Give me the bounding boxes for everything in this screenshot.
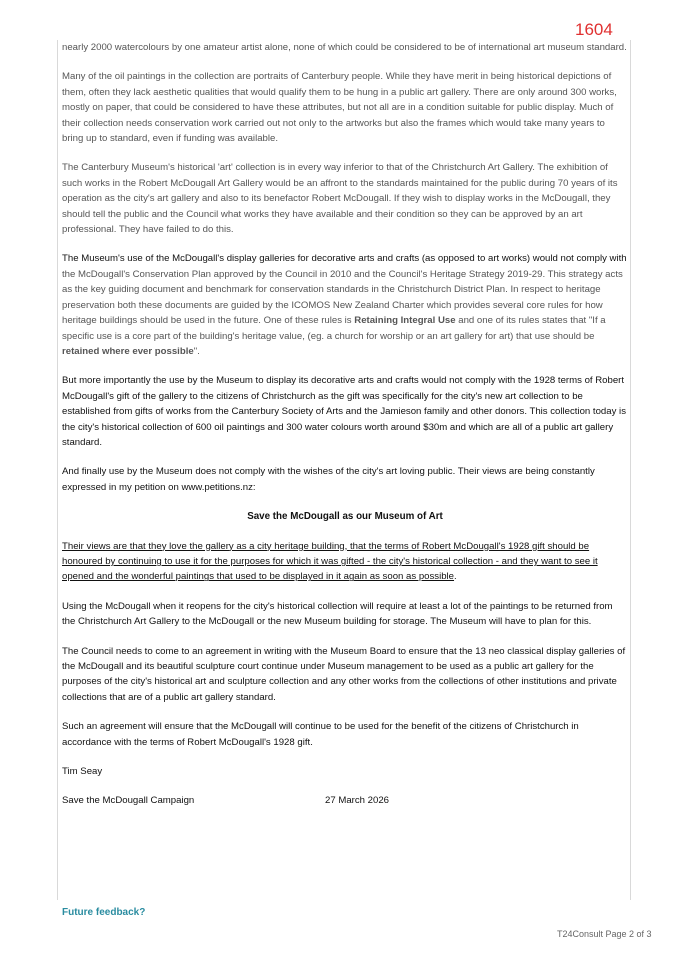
emphasis: retained where ever possible [62,345,194,357]
signature-row [62,793,628,808]
text-run: ". [193,345,200,357]
paragraph: The Canterbury Museum's historical 'art' collection is in every way inferior to that of the Christchurch Art Gallery. The exhibition of such works in the Robert McDougall Art Gallery would be an affront to the standards maintained for the public during 70 years of its operation as the city's art gallery and also to its benefactor Robert McDougall. If they wish to display works in the McDougall, they should tell the public and the Council what works they have available and their condition so they can be approved by an art professional. They have failed to do this. [62,162,618,236]
signature-name: Tim Seay [62,766,103,778]
page-footer: T24Consult Page 2 of 3 [557,929,652,939]
paragraph [62,539,628,585]
text-run: and one of its rules states that "If a specific use is a core part of the building's heritage value, (eg. a church for worship or an art gallery for art) that use should be [62,315,606,342]
paragraph [62,251,628,359]
paragraph: Many of the oil paintings in the collection are portraits of Canterbury people. While they have merit in being historical depictions of them, often they lack aesthetic qualities that would qualify them to be hung in a public art gallery. There are only around 300 works, mostly on paper, that could be considered to have these attributes, but not all are in a condition suitable for public display. Much of their collection needs conservation work carried out not only to the artworks but also the frames which would take many years to bring up to standard, even if funding was available. [62,71,617,145]
paragraph: Such an agreement will ensure that the McDougall will continue to be used for the benefit of the citizens of Christchurch in accordance with the terms of Robert McDougall's 1928 gift. [62,721,579,748]
underlined-text: Their views are that they love the gallery as a city heritage building, that the terms of Robert McDougall's 1928 gift should be honoured by continuing to use it for the purposes for which it was gifted - the city's historical collection - and they want to see it opened and the wonderful paintings that used to be displayed in it again as soon as possible [62,540,598,583]
paragraph: nearly 2000 watercolours by one amateur artist alone, none of which could be considered to be of international art museum standard. [62,42,627,53]
paragraph: But more importantly the use by the Museum to display its decorative arts and crafts would not comply with the 1928 terms of Robert McDougall's gift of the gallery to the citizens of Christchurch as the gift was specifically for the city's new art collection to be established from gifts of works from the Canterbury Society of Arts and the Jamieson family and other donors. This collection today is the city's historical collection of 600 oil paintings and 300 water colours worth around $30m and which are all of a public art gallery standard. [62,375,626,448]
campaign-name: Save the McDougall Campaign [62,795,195,807]
text-run: the McDougall's Conservation Plan approved by the Council in 2010 and the Council's Heritage Strategy 2019-29. This strategy acts as the key guiding document and benchmark for conservation standards in the Christchurch District Plan. In respect to heritage preservation both these documents are guided by the ICOMOS New Zealand Charter which provides several core rules for how heritage buildings should be used in the future. One of these rules is [62,268,623,327]
text-run: . [454,571,457,583]
paragraph: The Council needs to come to an agreement in writing with the Museum Board to ensure that the 13 neo classical display galleries of the McDougall and its beautiful sculpture court continue under Museum management to be used as a public art gallery for the purposes of the city's historical art and sculpture collection and any other works from the collections of other institutions and private collections that are of a public art gallery standard. [62,645,626,703]
signature-date: 27 March 2026 [325,795,389,807]
emphasis: Retaining Integral Use [354,315,456,327]
paragraph: Using the McDougall when it reopens for the city's historical collection will require at least a lot of the paintings to be returned from the Christchurch Art Gallery to the McDougall or the new Museum building for storage. The Museum will have to plan for this. [62,600,613,628]
page-number: 1604 [575,20,613,39]
future-feedback-link[interactable]: Future feedback? [62,907,146,918]
paragraph: And finally use by the Museum does not comply with the wishes of the city's art loving public. Their views are being constantly expressed in my petition on www.petitions.nz: [62,466,595,493]
text-run: The Museum's use of the McDougall's display galleries for decorative arts and crafts (as opposed to art works) would not comply with [62,253,627,265]
section-heading: Save the McDougall as our Museum of Art [247,511,443,523]
document-body [62,40,628,809]
